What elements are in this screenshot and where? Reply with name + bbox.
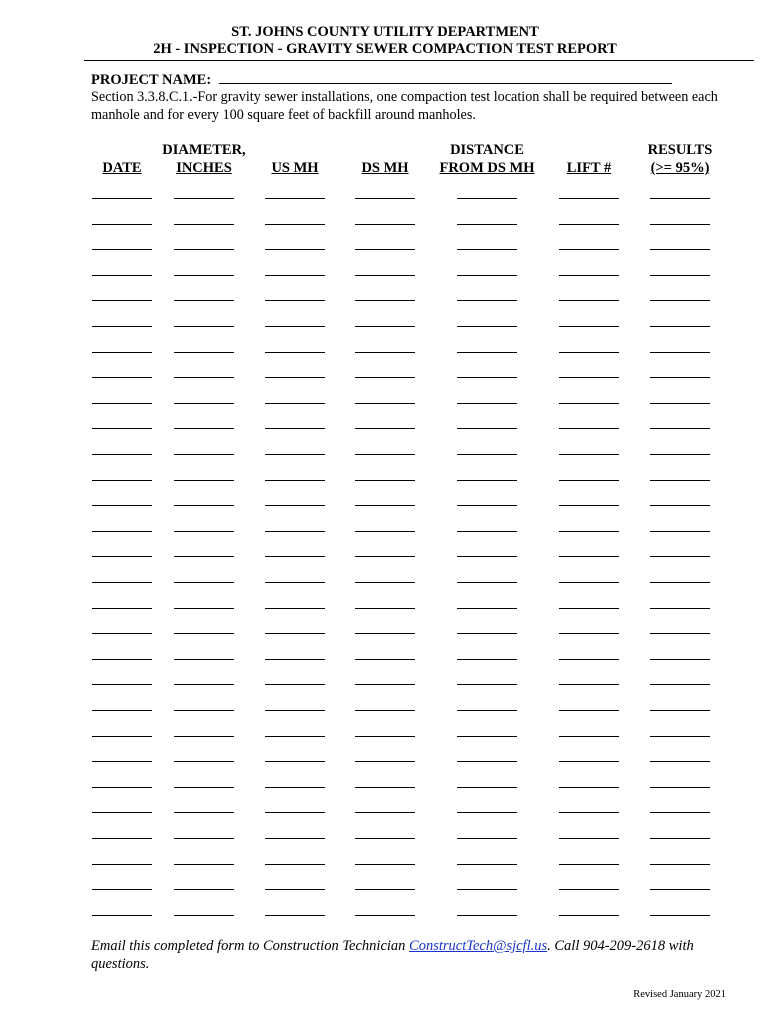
blank-us-mh[interactable] — [265, 838, 325, 839]
blank-lift[interactable] — [559, 403, 619, 404]
blank-date[interactable] — [92, 403, 152, 404]
blank-distance[interactable] — [457, 659, 517, 660]
blank-ds-mh[interactable] — [355, 684, 415, 685]
footer-prefix: Email this completed form to Construction Technician — [91, 938, 410, 954]
blank-us-mh[interactable] — [265, 505, 325, 506]
blank-results[interactable] — [650, 249, 710, 250]
blank-date[interactable] — [92, 684, 152, 685]
blank-distance[interactable] — [457, 787, 517, 788]
blank-lift[interactable] — [559, 864, 619, 865]
blank-ds-mh[interactable] — [355, 633, 415, 634]
blank-distance[interactable] — [457, 275, 517, 276]
blank-diameter[interactable] — [174, 915, 234, 916]
blank-diameter[interactable] — [174, 838, 234, 839]
blank-us-mh[interactable] — [265, 608, 325, 609]
blank-ds-mh[interactable] — [355, 198, 415, 199]
blank-results[interactable] — [650, 684, 710, 685]
blank-date[interactable] — [92, 505, 152, 506]
blank-ds-mh[interactable] — [355, 812, 415, 813]
blank-lift[interactable] — [559, 198, 619, 199]
blank-ds-mh[interactable] — [355, 659, 415, 660]
blank-us-mh[interactable] — [265, 787, 325, 788]
blank-distance[interactable] — [457, 684, 517, 685]
blank-us-mh[interactable] — [265, 889, 325, 890]
blank-us-mh[interactable] — [265, 428, 325, 429]
blank-results[interactable] — [650, 454, 710, 455]
blank-ds-mh[interactable] — [355, 864, 415, 865]
blank-distance[interactable] — [457, 377, 517, 378]
blank-lift[interactable] — [559, 608, 619, 609]
blank-results[interactable] — [650, 864, 710, 865]
blank-results[interactable] — [650, 505, 710, 506]
blank-diameter[interactable] — [174, 761, 234, 762]
blank-diameter[interactable] — [174, 249, 234, 250]
header-divider — [84, 60, 754, 61]
blank-results[interactable] — [650, 889, 710, 890]
blank-results[interactable] — [650, 300, 710, 301]
blank-results[interactable] — [650, 531, 710, 532]
blank-date[interactable] — [92, 377, 152, 378]
blank-results[interactable] — [650, 710, 710, 711]
blank-us-mh[interactable] — [265, 761, 325, 762]
blank-distance[interactable] — [457, 480, 517, 481]
blank-ds-mh[interactable] — [355, 352, 415, 353]
column-header-us-mh — [271, 141, 318, 177]
blank-results[interactable] — [650, 761, 710, 762]
blank-us-mh[interactable] — [265, 300, 325, 301]
blank-ds-mh[interactable] — [355, 454, 415, 455]
blank-results[interactable] — [650, 608, 710, 609]
blank-lift[interactable] — [559, 326, 619, 327]
blank-date[interactable] — [92, 812, 152, 813]
blank-distance[interactable] — [457, 454, 517, 455]
blank-distance[interactable] — [457, 761, 517, 762]
column-header-line1: DIAMETER, — [162, 142, 246, 158]
blank-date[interactable] — [92, 787, 152, 788]
blank-diameter[interactable] — [174, 684, 234, 685]
form-header — [90, 24, 680, 58]
blank-lift[interactable] — [559, 659, 619, 660]
blank-diameter[interactable] — [174, 710, 234, 711]
blank-us-mh[interactable] — [265, 684, 325, 685]
blank-date[interactable] — [92, 556, 152, 557]
blank-lift[interactable] — [559, 812, 619, 813]
blank-ds-mh[interactable] — [355, 761, 415, 762]
blank-date[interactable] — [92, 249, 152, 250]
blank-us-mh[interactable] — [265, 480, 325, 481]
blank-ds-mh[interactable] — [355, 787, 415, 788]
blank-lift[interactable] — [559, 761, 619, 762]
blank-distance[interactable] — [457, 864, 517, 865]
blank-us-mh[interactable] — [265, 812, 325, 813]
blank-lift[interactable] — [559, 505, 619, 506]
blank-results[interactable] — [650, 326, 710, 327]
column-header-line2: DS MH — [361, 160, 409, 176]
blank-us-mh[interactable] — [265, 249, 325, 250]
blank-ds-mh[interactable] — [355, 582, 415, 583]
column-header-date — [102, 141, 141, 177]
blank-us-mh[interactable] — [265, 275, 325, 276]
blank-date[interactable] — [92, 326, 152, 327]
blank-results[interactable] — [650, 224, 710, 225]
blank-lift[interactable] — [559, 454, 619, 455]
blank-distance[interactable] — [457, 505, 517, 506]
blank-diameter[interactable] — [174, 608, 234, 609]
email-link[interactable]: ConstructTech@sjcfl.us — [409, 938, 548, 954]
blank-date[interactable] — [92, 659, 152, 660]
blank-date[interactable] — [92, 608, 152, 609]
blank-lift[interactable] — [559, 889, 619, 890]
blank-diameter[interactable] — [174, 556, 234, 557]
blank-date[interactable] — [92, 582, 152, 583]
blank-distance[interactable] — [457, 531, 517, 532]
blank-results[interactable] — [650, 352, 710, 353]
report-title: 2H - INSPECTION - GRAVITY SEWER COMPACTION TEST REPORT — [153, 41, 617, 57]
column-header-line1 — [271, 141, 318, 159]
blank-diameter[interactable] — [174, 428, 234, 429]
blank-date[interactable] — [92, 736, 152, 737]
blank-lift[interactable] — [559, 710, 619, 711]
column-header-line1: DISTANCE — [450, 142, 524, 158]
blank-distance[interactable] — [457, 582, 517, 583]
blank-us-mh[interactable] — [265, 659, 325, 660]
blank-us-mh[interactable] — [265, 736, 325, 737]
blank-diameter[interactable] — [174, 454, 234, 455]
blank-lift[interactable] — [559, 275, 619, 276]
blank-results[interactable] — [650, 838, 710, 839]
column-header-line2: INCHES — [176, 160, 232, 176]
blank-ds-mh[interactable] — [355, 889, 415, 890]
footer-instructions — [91, 937, 731, 973]
blank-diameter[interactable] — [174, 377, 234, 378]
project-name-field[interactable] — [219, 69, 672, 84]
blank-distance[interactable] — [457, 915, 517, 916]
blank-us-mh[interactable] — [265, 531, 325, 532]
blank-ds-mh[interactable] — [355, 300, 415, 301]
blank-diameter[interactable] — [174, 403, 234, 404]
blank-date[interactable] — [92, 198, 152, 199]
blank-ds-mh[interactable] — [355, 915, 415, 916]
blank-lift[interactable] — [559, 684, 619, 685]
section-requirement-text: Section 3.3.8.C.1.-For gravity sewer installations, one compaction test location shall be required between each manhole and for every 100 square feet of backfill around manholes. — [91, 89, 718, 123]
blank-date[interactable] — [92, 428, 152, 429]
department-title: ST. JOHNS COUNTY UTILITY DEPARTMENT — [231, 24, 539, 40]
blank-lift[interactable] — [559, 428, 619, 429]
blank-us-mh[interactable] — [265, 326, 325, 327]
blank-results[interactable] — [650, 428, 710, 429]
column-header-lift — [567, 141, 611, 177]
blank-ds-mh[interactable] — [355, 480, 415, 481]
column-header-line1: RESULTS — [647, 142, 713, 158]
blank-diameter[interactable] — [174, 633, 234, 634]
blank-us-mh[interactable] — [265, 710, 325, 711]
blank-diameter[interactable] — [174, 198, 234, 199]
blank-results[interactable] — [650, 582, 710, 583]
blank-results[interactable] — [650, 659, 710, 660]
blank-lift[interactable] — [559, 377, 619, 378]
blank-us-mh[interactable] — [265, 454, 325, 455]
blank-diameter[interactable] — [174, 275, 234, 276]
blank-us-mh[interactable] — [265, 556, 325, 557]
blank-us-mh[interactable] — [265, 403, 325, 404]
blank-distance[interactable] — [457, 428, 517, 429]
blank-date[interactable] — [92, 352, 152, 353]
blank-us-mh[interactable] — [265, 582, 325, 583]
blank-lift[interactable] — [559, 556, 619, 557]
blank-ds-mh[interactable] — [355, 736, 415, 737]
blank-diameter[interactable] — [174, 582, 234, 583]
blank-diameter[interactable] — [174, 505, 234, 506]
blank-date[interactable] — [92, 633, 152, 634]
blank-distance[interactable] — [457, 300, 517, 301]
blank-results[interactable] — [650, 787, 710, 788]
blank-diameter[interactable] — [174, 352, 234, 353]
blank-diameter[interactable] — [174, 326, 234, 327]
blank-date[interactable] — [92, 889, 152, 890]
blank-diameter[interactable] — [174, 787, 234, 788]
blank-date[interactable] — [92, 838, 152, 839]
column-header-line1 — [567, 141, 611, 159]
blank-ds-mh[interactable] — [355, 224, 415, 225]
blank-lift[interactable] — [559, 787, 619, 788]
blank-results[interactable] — [650, 633, 710, 634]
blank-distance[interactable] — [457, 556, 517, 557]
blank-us-mh[interactable] — [265, 352, 325, 353]
blank-lift[interactable] — [559, 224, 619, 225]
blank-us-mh[interactable] — [265, 377, 325, 378]
blank-distance[interactable] — [457, 812, 517, 813]
blank-distance[interactable] — [457, 224, 517, 225]
blank-results[interactable] — [650, 275, 710, 276]
blank-ds-mh[interactable] — [355, 838, 415, 839]
blank-results[interactable] — [650, 480, 710, 481]
revision-date: Revised January 2021 — [633, 989, 726, 1000]
blank-ds-mh[interactable] — [355, 249, 415, 250]
blank-distance[interactable] — [457, 326, 517, 327]
blank-lift[interactable] — [559, 249, 619, 250]
blank-diameter[interactable] — [174, 736, 234, 737]
column-header-line1 — [361, 141, 408, 159]
blank-ds-mh[interactable] — [355, 710, 415, 711]
column-header-line2: (>= 95%) — [650, 160, 710, 176]
blank-ds-mh[interactable] — [355, 505, 415, 506]
blank-ds-mh[interactable] — [355, 403, 415, 404]
blank-diameter[interactable] — [174, 889, 234, 890]
blank-results[interactable] — [650, 812, 710, 813]
blank-distance[interactable] — [457, 889, 517, 890]
blank-date[interactable] — [92, 710, 152, 711]
blank-us-mh[interactable] — [265, 633, 325, 634]
blank-diameter[interactable] — [174, 300, 234, 301]
column-header-line1 — [102, 141, 141, 159]
blank-lift[interactable] — [559, 633, 619, 634]
blank-date[interactable] — [92, 300, 152, 301]
blank-results[interactable] — [650, 915, 710, 916]
column-header-ds-mh — [361, 141, 408, 177]
blank-ds-mh[interactable] — [355, 326, 415, 327]
column-header-distance — [439, 141, 534, 177]
column-header-line2: DATE — [102, 160, 142, 176]
blank-us-mh[interactable] — [265, 224, 325, 225]
blank-distance[interactable] — [457, 403, 517, 404]
blank-diameter[interactable] — [174, 659, 234, 660]
blank-distance[interactable] — [457, 838, 517, 839]
blank-ds-mh[interactable] — [355, 531, 415, 532]
blank-diameter[interactable] — [174, 531, 234, 532]
blank-distance[interactable] — [457, 198, 517, 199]
blank-distance[interactable] — [457, 736, 517, 737]
column-header-line2: FROM DS MH — [439, 160, 535, 176]
blank-us-mh[interactable] — [265, 915, 325, 916]
blank-diameter[interactable] — [174, 224, 234, 225]
blank-diameter[interactable] — [174, 812, 234, 813]
blank-us-mh[interactable] — [265, 198, 325, 199]
blank-results[interactable] — [650, 198, 710, 199]
blank-ds-mh[interactable] — [355, 275, 415, 276]
blank-results[interactable] — [650, 377, 710, 378]
blank-us-mh[interactable] — [265, 864, 325, 865]
blank-date[interactable] — [92, 915, 152, 916]
blank-ds-mh[interactable] — [355, 556, 415, 557]
column-header-line2: LIFT # — [566, 160, 612, 176]
blank-distance[interactable] — [457, 633, 517, 634]
blank-date[interactable] — [92, 454, 152, 455]
blank-lift[interactable] — [559, 480, 619, 481]
blank-results[interactable] — [650, 736, 710, 737]
blank-ds-mh[interactable] — [355, 377, 415, 378]
blank-results[interactable] — [650, 556, 710, 557]
column-header-results — [648, 141, 713, 177]
blank-date[interactable] — [92, 480, 152, 481]
blank-lift[interactable] — [559, 736, 619, 737]
project-name-row — [91, 69, 672, 89]
blank-diameter[interactable] — [174, 864, 234, 865]
blank-lift[interactable] — [559, 352, 619, 353]
blank-distance[interactable] — [457, 249, 517, 250]
blank-results[interactable] — [650, 403, 710, 404]
blank-lift[interactable] — [559, 915, 619, 916]
blank-lift[interactable] — [559, 300, 619, 301]
blank-lift[interactable] — [559, 531, 619, 532]
column-header-line2: US MH — [271, 160, 319, 176]
blank-ds-mh[interactable] — [355, 608, 415, 609]
blank-date[interactable] — [92, 864, 152, 865]
blank-diameter[interactable] — [174, 480, 234, 481]
blank-distance[interactable] — [457, 608, 517, 609]
footer-suffix: . Call 904-209-2618 with questions. — [91, 938, 694, 972]
blank-distance[interactable] — [457, 710, 517, 711]
column-header-diameter — [162, 141, 245, 177]
blank-date[interactable] — [92, 531, 152, 532]
blank-date[interactable] — [92, 275, 152, 276]
blank-lift[interactable] — [559, 582, 619, 583]
project-name-label: PROJECT NAME: — [91, 72, 212, 88]
blank-lift[interactable] — [559, 838, 619, 839]
blank-date[interactable] — [92, 224, 152, 225]
blank-ds-mh[interactable] — [355, 428, 415, 429]
blank-date[interactable] — [92, 761, 152, 762]
blank-distance[interactable] — [457, 352, 517, 353]
